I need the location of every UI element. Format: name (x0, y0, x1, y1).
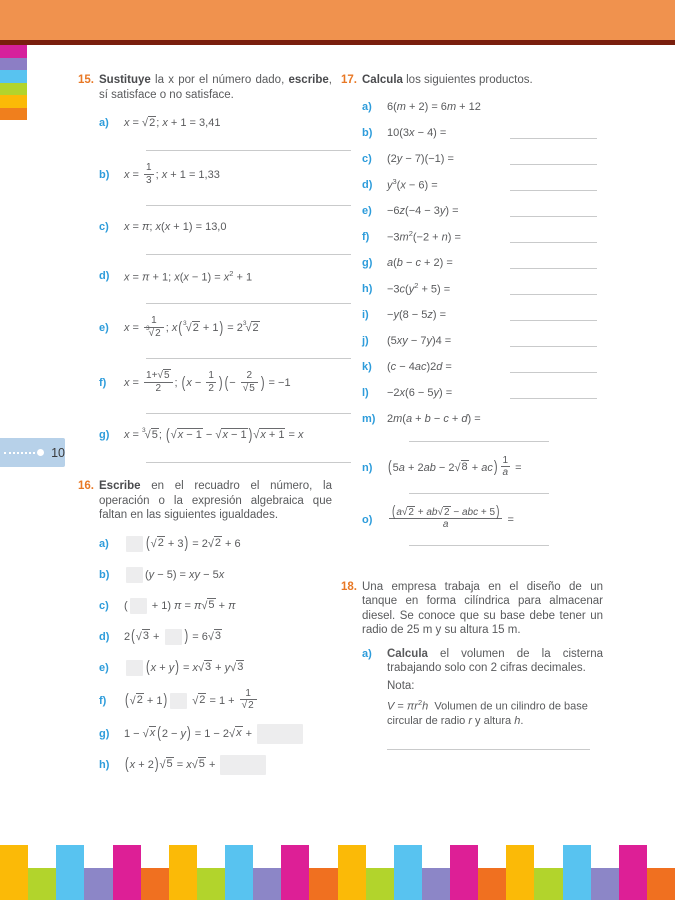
page-header-bar (0, 0, 675, 40)
footer-block (619, 845, 647, 900)
exercise-title: Calcula los siguientes productos. (362, 74, 533, 86)
footer-block (113, 845, 141, 900)
side-tab (0, 58, 27, 71)
answer-line (510, 372, 597, 373)
footer-block (141, 868, 169, 900)
item-math: (√2 + 3) = 2√2 + 6 (124, 536, 241, 552)
answer-box (130, 598, 147, 614)
footer-block (534, 868, 562, 900)
item-math: x = π; x(x + 1) = 13,0 (124, 221, 227, 233)
exercise-item (362, 150, 603, 168)
item-letter: l) (362, 386, 369, 399)
exercise-item (362, 358, 603, 376)
footer-block (281, 845, 309, 900)
left-column (78, 73, 332, 775)
footer-block (253, 868, 281, 900)
item-letter: i) (362, 308, 369, 321)
page-number: 10 (51, 445, 65, 460)
page-number-tab (0, 438, 65, 467)
footer-block (309, 868, 337, 900)
exercise-number: 18. (341, 580, 357, 593)
item-letter: g) (99, 429, 110, 441)
item-letter: e) (99, 322, 109, 334)
exercise-items (362, 98, 603, 546)
exercise-item (362, 176, 603, 194)
item-math: (x + y) = x√3 + y√3 (124, 660, 244, 676)
footer-block (591, 868, 619, 900)
item-math: x = $\frac{1}{3}$ ; x + 1 = 1,33 (124, 162, 220, 186)
footer-block (422, 868, 450, 900)
answer-line (146, 254, 351, 255)
exercise-subitem (362, 647, 603, 750)
side-tab (0, 70, 27, 83)
item-math: (c − 4ac)2d = (387, 360, 452, 373)
answer-line (387, 749, 590, 750)
header-accent-line (0, 40, 675, 45)
item-letter: a) (362, 100, 372, 113)
exercise-item (99, 689, 332, 713)
answer-line (146, 303, 351, 304)
side-tab (0, 45, 27, 58)
answer-line (510, 138, 597, 139)
answer-line (510, 216, 597, 217)
exercise-item (362, 280, 603, 298)
footer-block (450, 845, 478, 900)
item-letter: c) (362, 152, 372, 165)
item-math: 6(m + 2) = 6m + 12 (387, 100, 481, 113)
item-letter: h) (362, 282, 373, 295)
item-letter: d) (99, 630, 110, 643)
exercise-item (99, 218, 332, 236)
item-letter: j) (362, 334, 369, 347)
item-letter: e) (99, 661, 109, 674)
exercise-item (362, 306, 603, 324)
answer-line (510, 190, 597, 191)
answer-line (409, 441, 549, 442)
exercise-item (99, 114, 332, 132)
exercise-item (362, 98, 603, 116)
footer-block (338, 845, 366, 900)
item-math: (y − 5) = xy − 5x (124, 567, 224, 583)
exercise-17 (341, 73, 603, 546)
answer-line (146, 462, 351, 463)
item-letter: d) (362, 178, 373, 191)
item-letter: b) (99, 568, 110, 581)
exercise-item (99, 534, 332, 554)
exercise-item (362, 332, 603, 350)
subitem-body (387, 647, 603, 750)
exercise-item (362, 503, 603, 532)
exercise-number: 15. (78, 74, 94, 86)
exercise-heading (78, 479, 332, 523)
item-math: $-3c(y^2 + 5)$ = (387, 281, 451, 296)
exercise-number: 17. (341, 74, 357, 86)
answer-line (146, 358, 351, 359)
answer-box (126, 567, 143, 583)
item-math: (5a + 2ab − 2√8 + ac) $\frac{1}{a}$ = (388, 454, 522, 478)
exercise-item (99, 565, 332, 585)
item-letter: b) (362, 126, 373, 139)
side-tab (0, 95, 27, 108)
item-letter: c) (99, 599, 109, 612)
item-math: $y^3(x - 6)$ = (387, 177, 438, 192)
item-math: 2(√3 + ) = 6√3 (124, 627, 222, 646)
exercise-items (99, 534, 332, 775)
item-math: (5xy − 7y)4 = (387, 334, 452, 347)
item-math: x = $^3$√5; (√x − 1 − √x − 1 )√x + 1 = x (124, 426, 304, 444)
item-math: a(b − c + 2) = (387, 256, 453, 269)
footer-block (28, 868, 56, 900)
footer-block (169, 845, 197, 900)
exercise-heading (341, 73, 603, 88)
footer-color-blocks (0, 845, 675, 900)
answer-box (165, 629, 182, 645)
item-letter: a) (99, 117, 109, 129)
exercise-item (99, 426, 332, 444)
answer-line (146, 150, 351, 151)
exercise-number: 16. (78, 480, 94, 492)
exercise-item (362, 254, 603, 272)
footer-block (197, 868, 225, 900)
leader-dot (37, 449, 44, 456)
item-letter: a) (99, 537, 109, 550)
exercise-items (99, 114, 332, 463)
footer-block (506, 845, 534, 900)
exercise-item (99, 267, 332, 285)
answer-box (170, 693, 187, 709)
item-letter: g) (99, 727, 110, 740)
item-letter: g) (362, 256, 373, 269)
item-math: x = $\frac{1}{^3√2}$ ; $x(^3√2 + 1) = 2^3√2$ (124, 315, 259, 339)
answer-line (510, 346, 597, 347)
answer-line (510, 164, 597, 165)
item-math: −y(8 − 5z) = (387, 308, 447, 321)
item-math: −6z(−4 − 3y) = (387, 204, 459, 217)
item-math: 2m(a + b − c + d) = (387, 412, 481, 425)
exercise-item (362, 456, 603, 480)
answer-line (510, 294, 597, 295)
right-column (341, 73, 603, 750)
exercise-item (99, 724, 332, 744)
item-letter: b) (99, 169, 110, 181)
exercise-item (362, 202, 603, 220)
side-tab (0, 108, 27, 121)
footer-block (56, 845, 84, 900)
answer-line (146, 413, 351, 414)
footer-block (647, 868, 675, 900)
footer-block (563, 845, 591, 900)
answer-line (409, 545, 549, 546)
item-letter: f) (362, 230, 370, 243)
item-math: (x + 2)√5 = x√5 + (124, 755, 268, 775)
volume-formula: $V = \pi r^2h$ Volumen de un cilindro de base circular de radio r y altura h. (387, 698, 588, 728)
answer-line (510, 268, 597, 269)
item-math: (a√2 + ab√2 − abc + 5) a = (387, 508, 514, 532)
item-math: x = $\frac{1+√5}{2}$ ; (x − $\frac{1}{2}$ ) (− $\frac{2}{√5}$ ) = −1 (124, 370, 291, 394)
item-math: $-3m^2(-2 + n)$ = (387, 229, 461, 244)
answer-box (126, 660, 143, 676)
exercise-15 (78, 73, 332, 463)
exercise-item (362, 384, 603, 402)
answer-line (409, 493, 549, 494)
side-tab-strip (0, 45, 27, 120)
item-letter: f) (99, 694, 107, 707)
exercise-item (99, 371, 332, 395)
exercise-heading (78, 73, 332, 102)
note-label: Nota: (387, 679, 415, 692)
exercise-18 (341, 580, 603, 750)
footer-block (225, 845, 253, 900)
item-letter: a) (362, 647, 372, 660)
dotted-leader (4, 452, 35, 454)
exercise-item (99, 658, 332, 678)
exercise-item (362, 410, 603, 428)
exercise-text: Una empresa trabaja en el diseño de un tanque en forma cilíndrica para almacenar diesel. Se conoce que su base debe tener un radio de 25 m y su altura 15 m. (362, 580, 603, 636)
exercise-title: Escribe en el recuadro el número, la operación o la expresión algebraica que faltan en las siguientes igualdades. (99, 480, 332, 521)
footer-block (394, 845, 422, 900)
exercise-item (99, 316, 332, 340)
exercise-item (99, 755, 332, 775)
exercise-16 (78, 479, 332, 775)
item-math: x = √2; x + 1 = 3,41 (124, 117, 221, 129)
footer-block (478, 868, 506, 900)
exercise-item (99, 627, 332, 647)
item-letter: e) (362, 204, 372, 217)
item-letter: o) (362, 513, 373, 526)
item-math: −2x(6 − 5y) = (387, 386, 453, 399)
item-math: ( + 1) π = π√5 + π (124, 598, 235, 614)
exercise-title: Sustituye la x por el número dado, escribe, sí satisface o no satisface. (99, 74, 332, 101)
side-tab (0, 83, 27, 96)
subitem-text: Calcula el volumen de la cisterna trabajando solo con 2 cifras decimales. (387, 647, 603, 674)
exercise-item (362, 124, 603, 142)
item-letter: m) (362, 412, 376, 425)
exercise-item (99, 596, 332, 616)
footer-block (84, 868, 112, 900)
item-math: 10(3x − 4) = (387, 126, 447, 139)
exercise-item (99, 163, 332, 187)
item-letter: c) (99, 221, 109, 233)
item-math: (2y − 7)(−1) = (387, 152, 454, 165)
answer-box (220, 755, 266, 775)
answer-box (126, 536, 143, 552)
item-letter: k) (362, 360, 372, 373)
footer-block (366, 868, 394, 900)
exercise-item (362, 228, 603, 246)
item-letter: d) (99, 270, 110, 282)
answer-line (510, 242, 597, 243)
exercise-heading (341, 580, 603, 638)
answer-line (510, 320, 597, 321)
footer-block (0, 845, 28, 900)
item-math: 1 − √x (2 − y) = 1 − 2√x + (124, 724, 305, 744)
item-letter: f) (99, 377, 107, 389)
item-math: x = π + 1; $x(x - 1) = x^2 + 1$ (124, 268, 253, 284)
answer-line (510, 398, 597, 399)
item-letter: h) (99, 758, 110, 771)
answer-box (257, 724, 303, 744)
item-math: (√2 + 1) √2 = 1 + $\frac{1}{√2}$ (124, 689, 259, 713)
item-letter: n) (362, 461, 373, 474)
answer-line (146, 205, 351, 206)
